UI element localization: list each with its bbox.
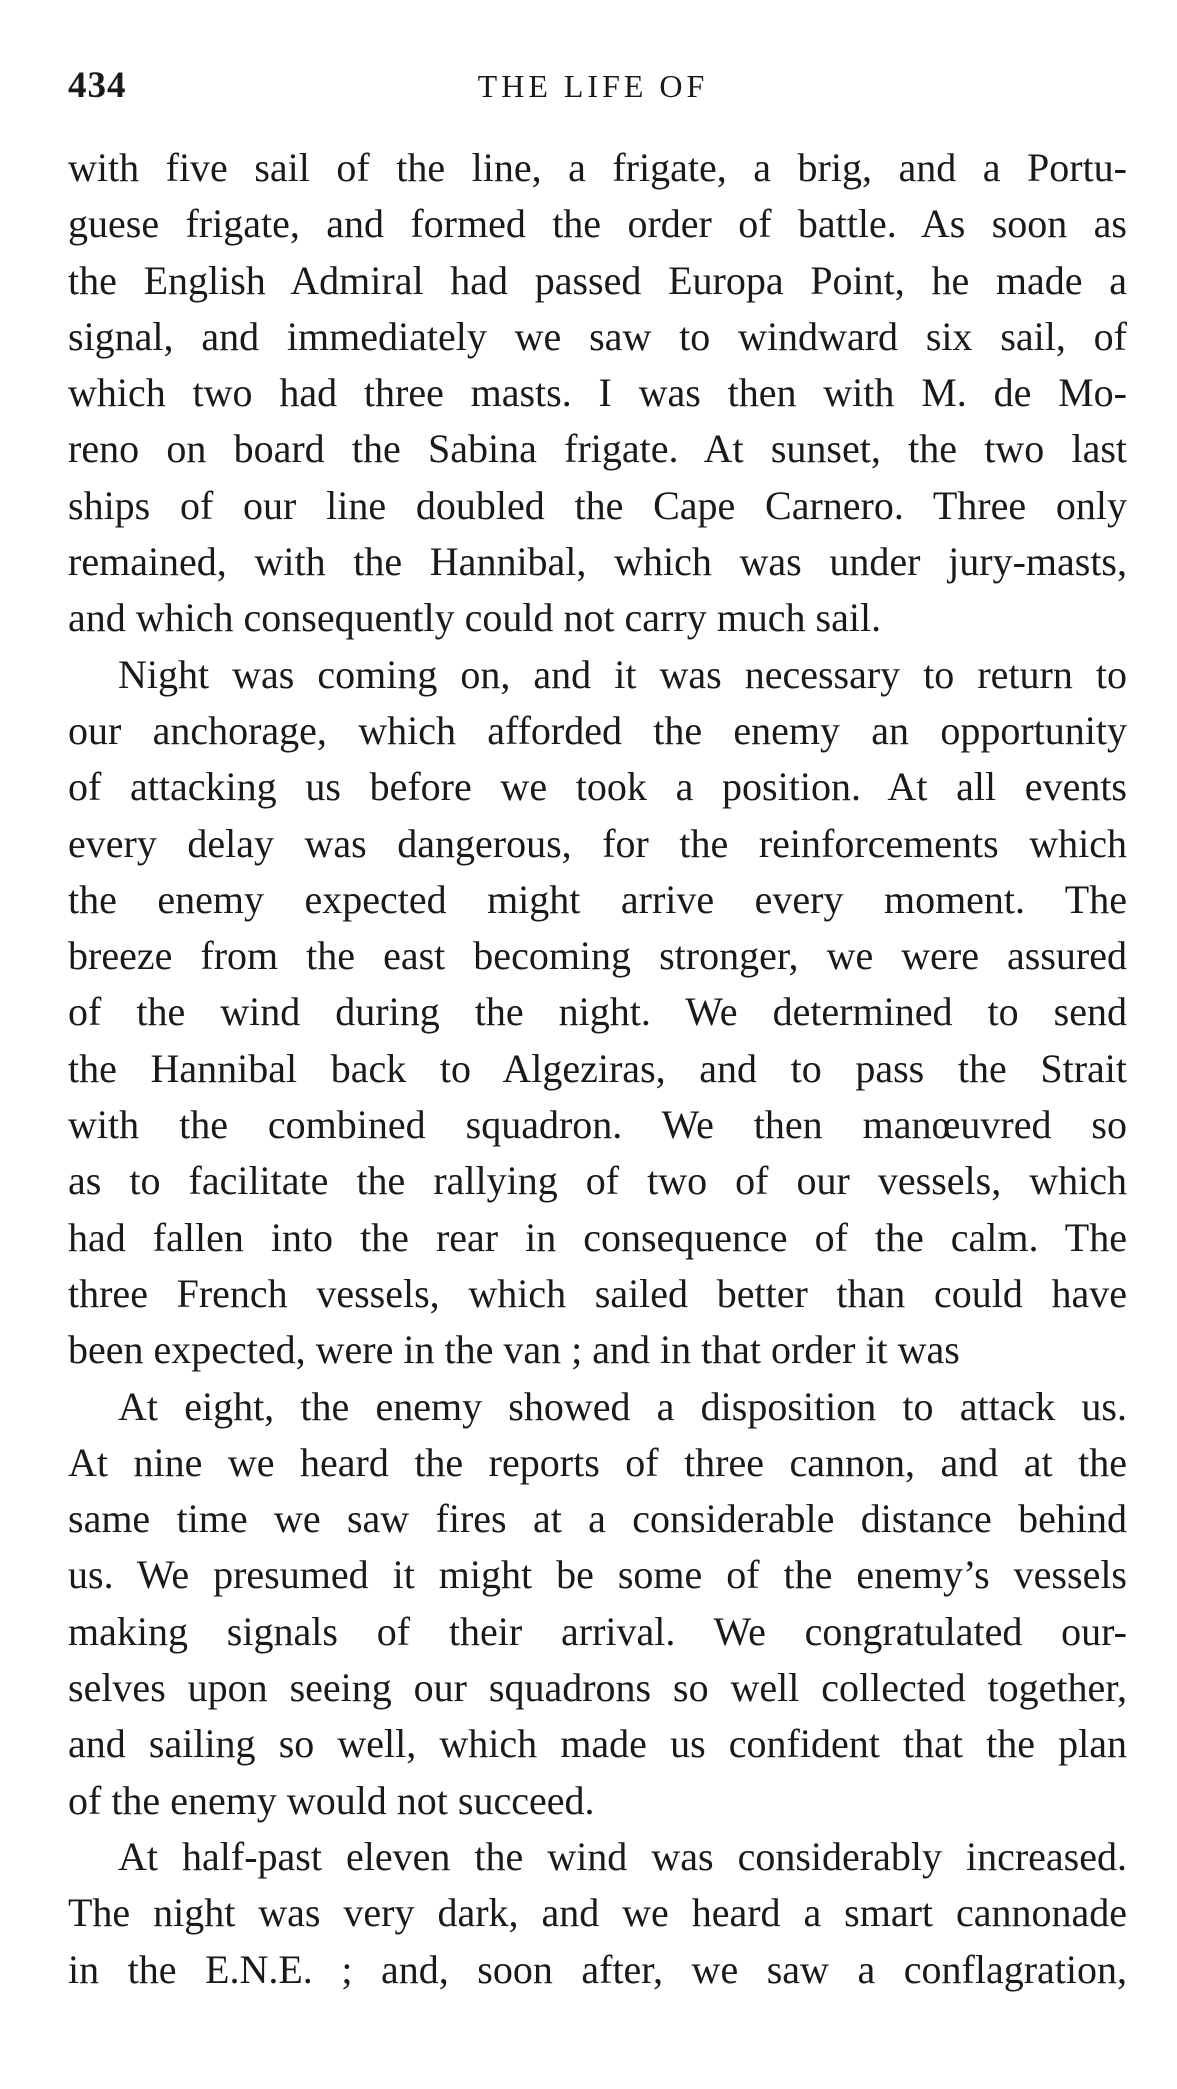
text-line: remained, with the Hannibal, which was under jury-masts, xyxy=(68,539,1127,585)
text-line: every delay was dangerous, for the reinforcements which xyxy=(68,820,1127,866)
text-line: us. We presumed it might be some of the enemy’s vessels xyxy=(68,1552,1127,1598)
text-line: At eight, the enemy showed a disposition to attack us. xyxy=(118,1383,1127,1429)
text-line: same time we saw fires at a considerable distance behind xyxy=(68,1496,1127,1542)
text-line: ships of our line doubled the Cape Carnero. Three only xyxy=(68,482,1127,528)
text-line: At nine we heard the reports of three cannon, and at the xyxy=(68,1439,1127,1485)
page-header xyxy=(68,64,1118,114)
text-line: three French vessels, which sailed better than could have xyxy=(68,1270,1127,1316)
paragraph-4 xyxy=(68,1829,1127,1998)
running-head: THE LIFE OF xyxy=(477,68,709,104)
text-line: been expected, were in the van ; and in that order it was xyxy=(68,1327,960,1373)
text-line: the enemy expected might arrive every moment. The xyxy=(68,876,1127,922)
text-line: had fallen into the rear in consequence of the calm. The xyxy=(68,1214,1127,1260)
text-line: of the enemy would not succeed. xyxy=(68,1777,595,1823)
page-number: 434 xyxy=(68,65,127,106)
paragraph-1 xyxy=(68,140,1127,647)
body-text xyxy=(68,140,1127,1998)
text-line: selves upon seeing our squadrons so well collected together, xyxy=(68,1665,1127,1711)
text-line: guese frigate, and formed the order of battle. As soon as xyxy=(68,201,1127,247)
text-line: making signals of their arrival. We congratulated our- xyxy=(68,1608,1127,1654)
text-line: The night was very dark, and we heard a smart cannonade xyxy=(68,1890,1127,1936)
paragraph-2 xyxy=(68,647,1127,1379)
text-line: the Hannibal back to Algeziras, and to pass the Strait xyxy=(68,1045,1127,1091)
paragraph-3 xyxy=(68,1379,1127,1829)
text-line: the English Admiral had passed Europa Point, he made a xyxy=(68,257,1127,303)
text-line: as to facilitate the rallying of two of our vessels, which xyxy=(68,1158,1127,1204)
text-line: our anchorage, which afforded the enemy an opportunity xyxy=(68,707,1127,753)
text-line: reno on board the Sabina frigate. At sunset, the two last xyxy=(68,426,1127,472)
text-line: At half-past eleven the wind was considerably increased. xyxy=(118,1833,1127,1879)
text-line: which two had three masts. I was then with M. de Mo- xyxy=(68,370,1127,416)
text-line: of attacking us before we took a position. At all events xyxy=(68,764,1127,810)
text-line: and which consequently could not carry much sail. xyxy=(68,595,882,641)
text-line: and sailing so well, which made us confident that the plan xyxy=(68,1721,1127,1767)
text-line: with the combined squadron. We then manœuvred so xyxy=(68,1102,1127,1148)
text-line: with five sail of the line, a frigate, a brig, and a Portu- xyxy=(68,145,1127,190)
text-line: of the wind during the night. We determined to send xyxy=(68,989,1127,1035)
text-line: in the E.N.E. ; and, soon after, we saw a conflagration, xyxy=(68,1946,1127,1992)
text-line: signal, and immediately we saw to windward six sail, of xyxy=(68,313,1127,359)
text-line: Night was coming on, and it was necessary to return to xyxy=(118,651,1127,697)
text-line: breeze from the east becoming stronger, we were assured xyxy=(68,933,1127,979)
